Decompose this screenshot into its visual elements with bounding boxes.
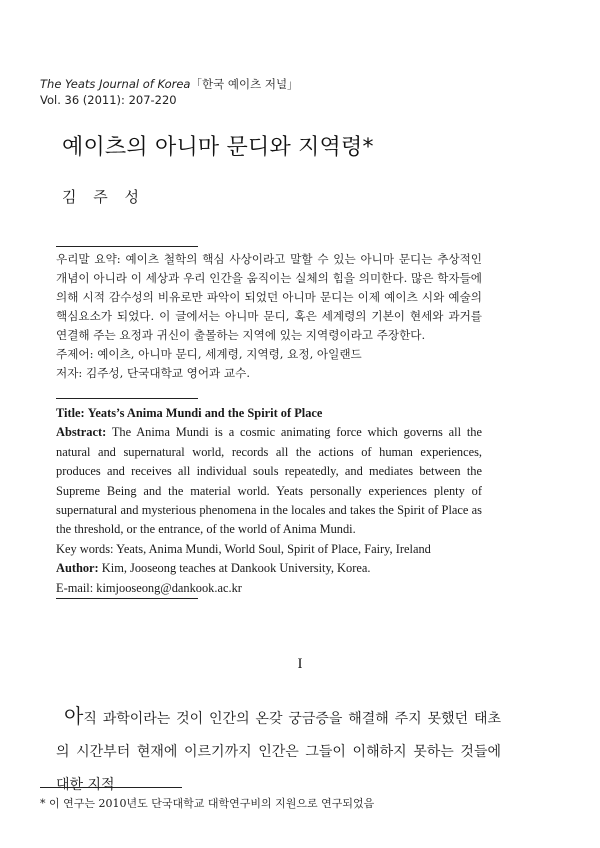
korean-keywords-text: 예이츠, 아니마 문디, 세계령, 지역령, 요정, 아일랜드 xyxy=(97,347,362,361)
english-keywords xyxy=(56,540,482,559)
english-abstract-label: Abstract: xyxy=(56,425,107,440)
korean-abstract-label: 우리말 요약: xyxy=(56,252,121,266)
body-dropcap: 아 xyxy=(64,704,84,728)
journal-name-ko: 「한국 예이츠 저널」 xyxy=(190,77,299,91)
journal-name-en: The Yeats Journal of Korea xyxy=(40,77,191,91)
korean-abstract-body xyxy=(56,250,482,345)
english-abstract xyxy=(56,404,482,598)
english-email xyxy=(56,579,482,598)
english-title-text: Yeats’s Anima Mundi and the Spirit of Place xyxy=(87,406,323,420)
korean-author xyxy=(56,364,482,383)
section-number: I xyxy=(297,656,303,672)
divider-top xyxy=(56,246,198,247)
english-abstract-text: The Anima Mundi is a cosmic animating force which governs all the natural and supernatural world, records all the actions of human experiences, produces and receives all individual souls repeatedly, and mediates between the Supreme Being and the material world. Yeats personally experiences plenty of supernatural and mysterious phenomena in the locales and takes the Spirit of Place as the threshold, or the entrance, of the world of Anima Mundi. xyxy=(56,425,483,537)
english-author xyxy=(56,559,482,578)
english-author-text: Kim, Jooseong teaches at Dankook University, Korea. xyxy=(101,561,371,576)
korean-abstract xyxy=(56,250,482,383)
body-text: 직 과학이라는 것이 인간의 온갖 궁금증을 해결해 주지 못했던 태초의 시간부터 현재에 이르기까지 인간은 그들이 이해하지 못하는 것들에 대한 지적 xyxy=(56,711,501,793)
volume-info: Vol. 36 (2011): 207-220 xyxy=(40,93,177,107)
english-title xyxy=(56,404,482,423)
footnote-divider xyxy=(40,787,182,788)
english-keywords-label: Key words: xyxy=(56,541,114,556)
korean-keywords xyxy=(56,345,482,364)
journal-header xyxy=(40,76,299,108)
english-author-label: Author: xyxy=(56,561,99,576)
english-email-label: E-mail: xyxy=(56,580,94,595)
korean-abstract-text: 예이츠 철학의 핵심 사상이라고 말할 수 있는 아니마 문디는 추상적인 개념이 아니라 이 세상과 우리 인간을 움직이는 실체의 힘을 의미한다. 많은 학자들에 의해 시적 감수성의 비유로만 파악이 되었던 아니마 문디는 이제 예이츠 시와 예술의 핵심요소가 되었다. 이 글에서는 아니마 문디, 혹은 세계령의 기본이 현세와 과거를 연결해 주는 요정과 귀신이 출몰하는 지역에 있는 지역령이라고 주장한다. xyxy=(56,252,483,342)
divider-middle xyxy=(56,398,198,399)
korean-author-label: 저자: xyxy=(56,366,83,380)
divider-bottom xyxy=(56,598,198,599)
english-email-text: kimjooseong@dankook.ac.kr xyxy=(96,580,242,595)
english-abstract-body xyxy=(56,423,482,539)
footnote: * 이 연구는 2010년도 단국대학교 대학연구비의 지원으로 연구되었음 xyxy=(40,797,375,810)
korean-author-text: 김주성, 단국대학교 영어과 교수. xyxy=(86,366,251,380)
article-title: 예이츠의 아니마 문디와 지역령* xyxy=(62,135,374,160)
journal-name xyxy=(40,76,299,92)
english-keywords-text: Yeats, Anima Mundi, World Soul, Spirit of Place, Fairy, Ireland xyxy=(116,541,431,556)
korean-keywords-label: 주제어: xyxy=(56,347,94,361)
author-name: 김 주 성 xyxy=(62,188,146,206)
english-title-label: Title: xyxy=(56,406,85,420)
